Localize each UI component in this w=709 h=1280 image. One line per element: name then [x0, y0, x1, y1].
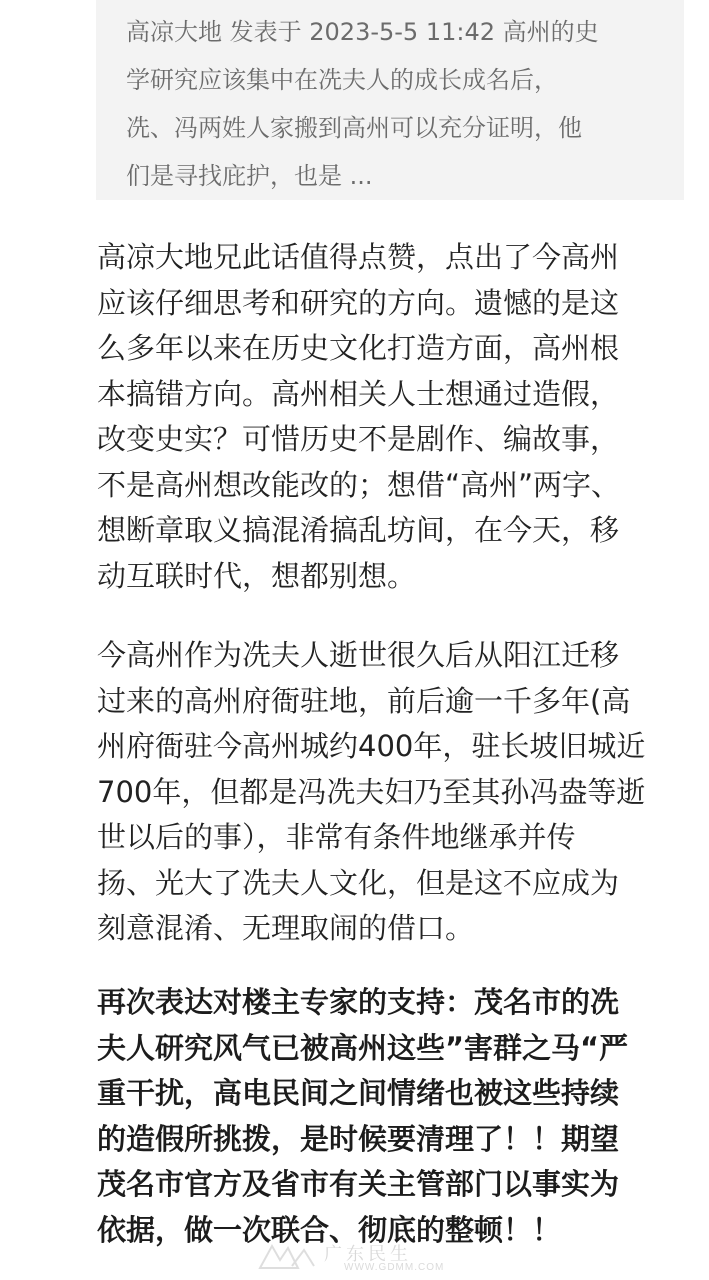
watermark-title: 广东民生 [324, 1244, 412, 1265]
paragraph-line: 依据，做一次联合、彻底的整顿！！ [97, 1212, 562, 1247]
quote-line: 高凉大地 发表于 2023-5-5 11:42 高州的史 [126, 18, 599, 46]
paragraph-line: 重干扰，高电民间之间情绪也被这些持续 [97, 1076, 620, 1110]
paragraph-line: 世以后的事），非常有条件地继承并传 [97, 820, 576, 854]
paragraph-line: 刻意混淆、无理取闹的借口。 [97, 911, 475, 945]
paragraph-line: 应该仔细思考和研究的方向。遗憾的是这 [97, 285, 620, 320]
post-paragraph-3-bold [97, 980, 697, 1253]
paragraph-line: 过来的高州府衙驻地，前后逾一千多年(高 [97, 683, 631, 718]
paragraph-line: 夫人研究风气已被高州这些”害群之马“严 [97, 1030, 629, 1065]
paragraph-line: 再次表达对楼主专家的支持：茂名市的冼 [97, 985, 620, 1019]
quote-block [96, 0, 684, 200]
paragraph-line: 700年，但都是冯冼夫妇乃至其孙冯盎等逝 [97, 774, 646, 809]
paragraph-line: 不是高州想改能改的；想借“高州”两字、 [97, 467, 621, 502]
paragraph-line: 茂名市官方及省市有关主管部门以事实为 [97, 1167, 620, 1201]
site-watermark [258, 1238, 458, 1278]
post-paragraph-2 [97, 633, 697, 952]
post-paragraph-1 [97, 235, 697, 599]
paragraph-line: 高凉大地兄此话值得点赞，点出了今高州 [97, 240, 620, 274]
quote-line: 们是寻找庇护，也是 ... [126, 162, 373, 190]
paragraph-line: 的造假所挑拨，是时候要清理了！！期望 [97, 1121, 620, 1156]
paragraph-line: 扬、光大了冼夫人文化，但是这不应成为 [97, 865, 620, 900]
quote-line: 学研究应该集中在冼夫人的成长成名后， [126, 66, 558, 94]
quote-line: 冼、冯两姓人家搬到高州可以充分证明，他 [126, 114, 582, 142]
paragraph-line: 动互联时代，想都别想。 [97, 558, 417, 593]
paragraph-line: 想断章取义搞混淆搞乱坊间，在今天，移 [97, 513, 620, 547]
paragraph-line: 今高州作为冼夫人逝世很久后从阳江迁移 [97, 638, 620, 672]
paragraph-line: 州府衙驻今高州城约400年，驻长坡旧城近 [97, 729, 646, 763]
paragraph-line: 改变史实？可惜历史不是剧作、编故事， [97, 422, 620, 456]
paragraph-line: 么多年以来在历史文化打造方面，高州根 [97, 331, 620, 365]
watermark-url: WWW.GDMM.COM [344, 1262, 445, 1273]
paragraph-line: 本搞错方向。高州相关人士想通过造假， [97, 376, 620, 411]
watermark-logo-icon [258, 1242, 316, 1272]
